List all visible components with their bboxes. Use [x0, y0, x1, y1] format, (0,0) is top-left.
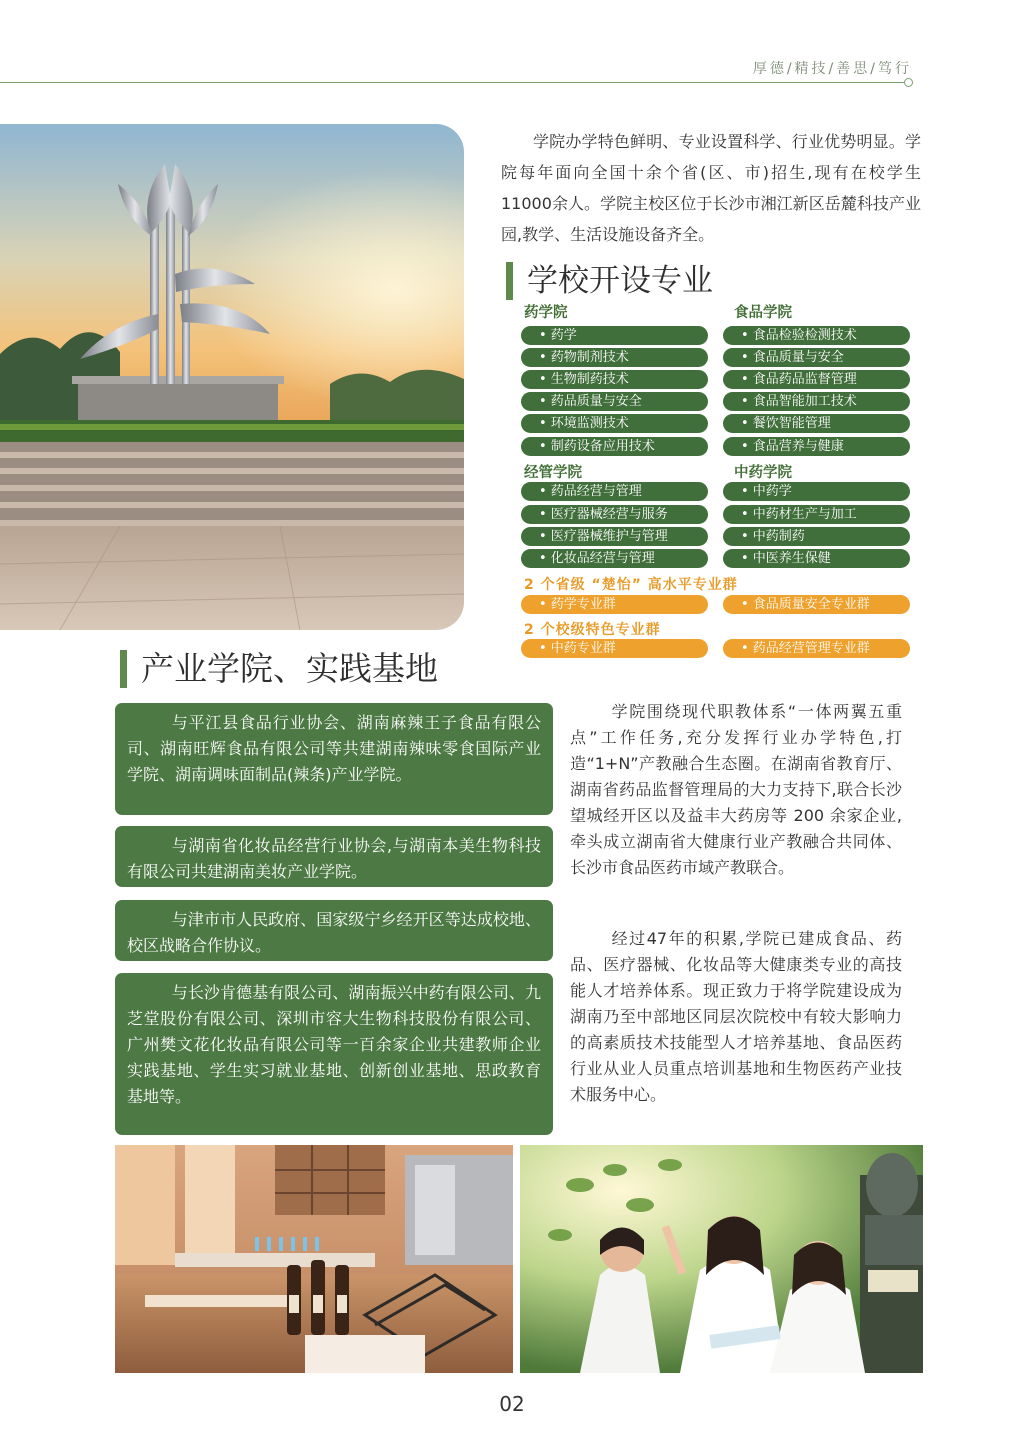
major-pill: • 化妆品经营与管理 — [521, 549, 708, 568]
tcm-dept-title: 中药学院 — [734, 465, 792, 481]
major-pill: • 食品检验检测技术 — [723, 326, 910, 345]
major-pill: • 食品营养与健康 — [723, 437, 910, 456]
major-pill: • 药品质量与安全 — [521, 392, 708, 411]
students-research-photo — [520, 1145, 923, 1373]
major-pill: • 医疗器械维护与管理 — [521, 527, 708, 546]
major-pill: • 食品质量与安全 — [723, 348, 910, 367]
major-pill: • 餐饮智能管理 — [723, 414, 910, 433]
industry-base-heading: 产业学院、实践基地 — [120, 650, 438, 688]
major-pill: • 药物制剂技术 — [521, 348, 708, 367]
industry-education-paragraph: 学院围绕现代职教体系“一体两翼五重点”工作任务,充分发挥行业办学特色,打造“1+N”产教融合生态圈。在湖南省教育厅、湖南省药品监督管理局的大力支持下,联合长沙望城经开区以及益丰大药房等 200 余家企业,牵头成立湖南省大健康行业产教融合共同体、长沙市食品医药市域产教联合。 — [570, 702, 902, 877]
partnership-box: 与平江县食品行业协会、湖南麻辣王子食品有限公司、湖南旺辉食品有限公司等共建湖南辣味零食国际产业学院、湖南调味面制品(辣条)产业学院。 — [115, 703, 553, 815]
group-pill: • 中药专业群 — [521, 639, 708, 658]
training-kitchen-photo — [115, 1145, 513, 1373]
group-pill: • 食品质量安全专业群 — [723, 595, 910, 614]
header-rule — [0, 82, 906, 83]
provincial-groups-title: 2 个省级 “楚怡” 高水平专业群 — [524, 577, 738, 593]
header-motto: 厚德/精技/善思/笃行 — [752, 61, 912, 77]
major-pill: • 生物制药技术 — [521, 370, 708, 389]
page-number: 02 — [499, 1392, 525, 1416]
partnership-box: 与长沙肯德基有限公司、湖南振兴中药有限公司、九芝堂股份有限公司、深圳市容大生物科技股份有限公司、广州樊文花化妆品有限公司等一百余家企业共建教师企业实践基地、学生实习就业基地、创新创业基地、思政教育基地等。 — [115, 973, 553, 1135]
major-pill: • 食品智能加工技术 — [723, 392, 910, 411]
major-pill: • 中药学 — [723, 482, 910, 501]
major-pill: • 中医养生保健 — [723, 549, 910, 568]
management-dept-title: 经管学院 — [524, 465, 582, 481]
campus-sculpture-photo — [0, 124, 464, 630]
school-groups-title: 2 个校级特色专业群 — [524, 622, 661, 638]
partnership-box: 与湖南省化妆品经营行业协会,与湖南本美生物科技有限公司共建湖南美妆产业学院。 — [115, 826, 553, 887]
group-pill: • 药品经营管理专业群 — [723, 639, 910, 658]
achievement-paragraph: 经过47年的积累,学院已建成食品、药品、医疗器械、化妆品等大健康类专业的高技能人才培养体系。现正致力于将学院建设成为湖南乃至中部地区同层次院校中有较大影响力的高素质技术技能型人才培养基地、食品医药行业从业人员重点培训基地和生物医药产业技术服务中心。 — [570, 929, 902, 1104]
major-pill: • 药学 — [521, 326, 708, 345]
group-pill: • 药学专业群 — [521, 595, 708, 614]
major-pill: • 制药设备应用技术 — [521, 437, 708, 456]
pharmacy-dept-title: 药学院 — [524, 305, 568, 321]
header-rule-dot — [904, 78, 913, 87]
majors-heading: 学校开设专业 — [506, 262, 713, 300]
major-pill: • 食品药品监督管理 — [723, 370, 910, 389]
food-dept-title: 食品学院 — [734, 305, 792, 321]
major-pill: • 中药制药 — [723, 527, 910, 546]
major-pill: • 药品经营与管理 — [521, 482, 708, 501]
major-pill: • 医疗器械经营与服务 — [521, 505, 708, 524]
partnership-box: 与津市市人民政府、国家级宁乡经开区等达成校地、校区战略合作协议。 — [115, 900, 553, 961]
major-pill: • 中药材生产与加工 — [723, 505, 910, 524]
intro-paragraph: 学院办学特色鲜明、专业设置科学、行业优势明显。学院每年面向全国十余个省(区、市)招生,现有在校学生11000余人。学院主校区位于长沙市湘江新区岳麓科技产业园,教学、生活设施设备齐全。 — [501, 132, 921, 244]
major-pill: • 环境监测技术 — [521, 414, 708, 433]
